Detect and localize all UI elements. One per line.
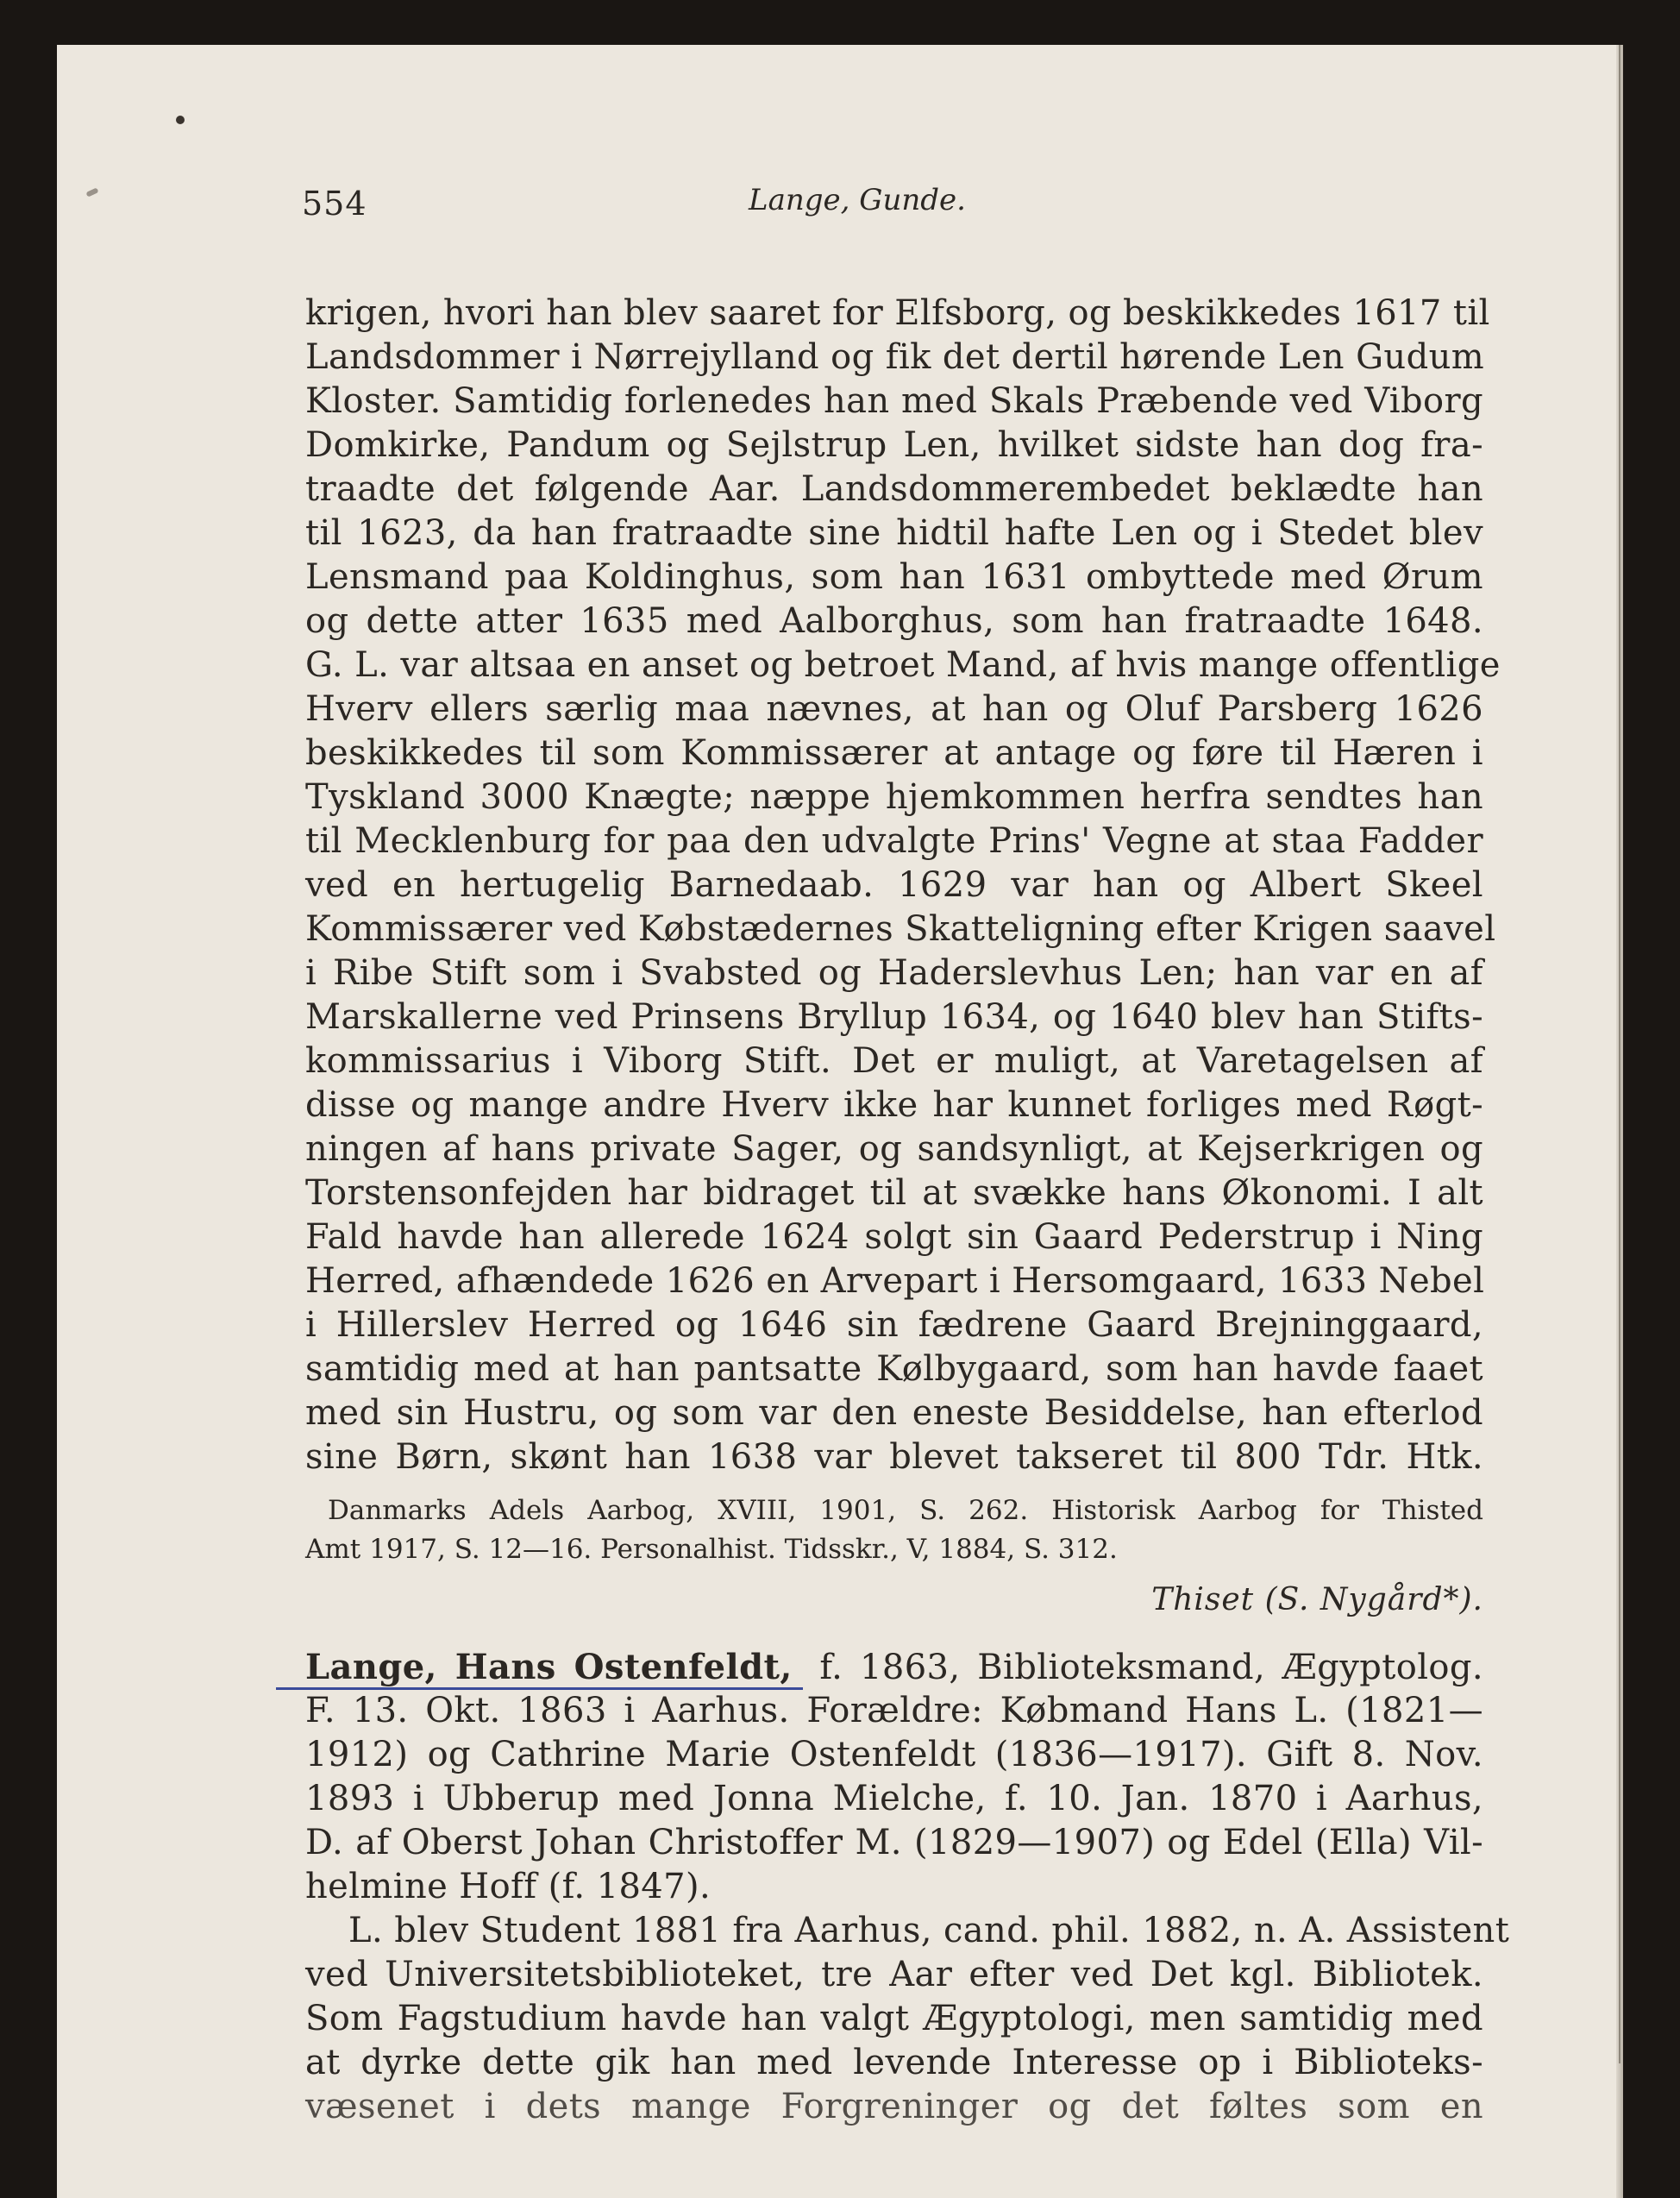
text-line: med sin Hustru, og som var den eneste Besiddelse, han efterlod: [305, 1393, 1483, 1433]
text-line: i Hillerslev Herred og 1646 sin fædrene Gaard Brejninggaard,: [305, 1305, 1483, 1345]
text-line: sine Børn, skønt han 1638 var blevet takseret til 800 Tdr. Htk.: [305, 1437, 1483, 1477]
text-line: til 1623, da han fratraadte sine hidtil hafte Len og i Stedet blev: [305, 513, 1483, 553]
text-line: traadte det følgende Aar. Landsdommerembedet beklædte han: [305, 469, 1483, 509]
text-line: til Mecklenburg for paa den udvalgte Prins' Vegne at staa Fadder: [305, 821, 1483, 861]
entry-first-line: [305, 1645, 1483, 1689]
article-hans-paragraph: [305, 1909, 1510, 2126]
text-line: G. L. var altsaa en anset og betroet Mand, af hvis mange offentlige: [305, 645, 1501, 685]
text-line: 1912) og Cathrine Marie Ostenfeldt (1836—1917). Gift 8. Nov.: [305, 1735, 1483, 1774]
article-gunde-text: [305, 292, 1501, 1479]
reference-line: Amt 1917, S. 12—16. Personalhist. Tidsskr., V, 1884, S. 312.: [305, 1534, 1118, 1565]
running-head: Lange, Gunde.: [749, 183, 966, 217]
text-line: ved Universitetsbiblioteket, tre Aar efter ved Det kgl. Bibliotek.: [305, 1955, 1483, 1994]
ink-dot-mark: [176, 116, 185, 124]
text-line: at dyrke dette gik han med levende Interesse op i Biblioteks-: [305, 2043, 1483, 2082]
references-block: [305, 1492, 1483, 1569]
text-line: Som Fagstudium havde han valgt Ægyptologi, men samtidig med: [305, 1999, 1483, 2038]
text-line: L. blev Student 1881 fra Aarhus, cand. phil. 1882, n. A. Assistent: [348, 1911, 1510, 1950]
text-line: ningen af hans private Sager, og sandsynligt, at Kejserkrigen og: [305, 1129, 1483, 1169]
text-line: Kloster. Samtidig forlenedes han med Skals Præbende ved Viborg: [305, 381, 1483, 421]
author-signature: Thiset (S. Nygård*).: [1151, 1582, 1483, 1617]
entry-first-line-rest: f. 1863, Biblioteksmand, Ægyptolog.: [819, 1648, 1483, 1687]
text-line: Fald havde han allerede 1624 solgt sin Gaard Pederstrup i Ning: [305, 1217, 1483, 1257]
text-line: Torstensonfejden har bidraget til at svække hans Økonomi. I alt: [305, 1173, 1483, 1213]
text-line: Domkirke, Pandum og Sejlstrup Len, hvilket sidste han dog fra-: [305, 425, 1483, 465]
text-line: 1893 i Ubberup med Jonna Mielche, f. 10. Jan. 1870 i Aarhus,: [305, 1779, 1483, 1818]
text-line: og dette atter 1635 med Aalborghus, som han fratraadte 1648.: [305, 601, 1483, 641]
text-line: Kommissærer ved Købstædernes Skatteligning efter Krigen saavel: [305, 909, 1496, 949]
text-line: F. 13. Okt. 1863 i Aarhus. Forældre: Købmand Hans L. (1821—: [305, 1691, 1483, 1730]
text-line-cut-off: væsenet i dets mange Forgreninger og det føltes som en: [305, 2087, 1483, 2126]
text-line: D. af Oberst Johan Christoffer M. (1829—1907) og Edel (Ella) Vil-: [305, 1823, 1483, 1862]
article-hans-genealogy: [305, 1689, 1483, 1909]
text-line: helmine Hoff (f. 1847).: [305, 1867, 711, 1906]
text-line: samtidig med at han pantsatte Kølbygaard, som han havde faaet: [305, 1349, 1483, 1389]
text-line: beskikkedes til som Kommissærer at antage og føre til Hæren i: [305, 733, 1483, 773]
text-line: ved en hertugelig Barnedaab. 1629 var han og Albert Skeel: [305, 865, 1483, 905]
page-number: 554: [302, 185, 367, 223]
text-line: Hverv ellers særlig maa nævnes, at han og Oluf Parsberg 1626: [305, 689, 1483, 729]
text-line: Landsdommer i Nørrejylland og fik det dertil hørende Len Gudum: [305, 337, 1485, 377]
reference-line: Danmarks Adels Aarbog, XVIII, 1901, S. 262. Historisk Aarbog for Thisted: [328, 1495, 1483, 1526]
page-spine-line: [1619, 45, 1620, 2063]
text-line: i Ribe Stift som i Svabsted og Haderslevhus Len; han var en af: [305, 953, 1483, 993]
text-line: Herred, afhændede 1626 en Arvepart i Hersomgaard, 1633 Nebel: [305, 1261, 1485, 1301]
book-page: [57, 45, 1623, 2198]
text-line: disse og mange andre Hverv ikke har kunnet forliges med Røgt-: [305, 1085, 1483, 1125]
text-line: Lensmand paa Koldinghus, som han 1631 ombyttede med Ørum: [305, 557, 1483, 597]
text-line: Marskallerne ved Prinsens Bryllup 1634, og 1640 blev han Stifts-: [305, 997, 1483, 1037]
text-line: kommissarius i Viborg Stift. Det er muligt, at Varetagelsen af: [305, 1041, 1483, 1081]
page-body: [305, 292, 1510, 2126]
entry-headword: Lange, Hans Ostenfeldt,: [276, 1647, 803, 1690]
text-line: krigen, hvori han blev saaret for Elfsborg, og beskikkedes 1617 til: [305, 293, 1490, 333]
text-line: Tyskland 3000 Knægte; næppe hjemkommen herfra sendtes han: [305, 777, 1483, 817]
